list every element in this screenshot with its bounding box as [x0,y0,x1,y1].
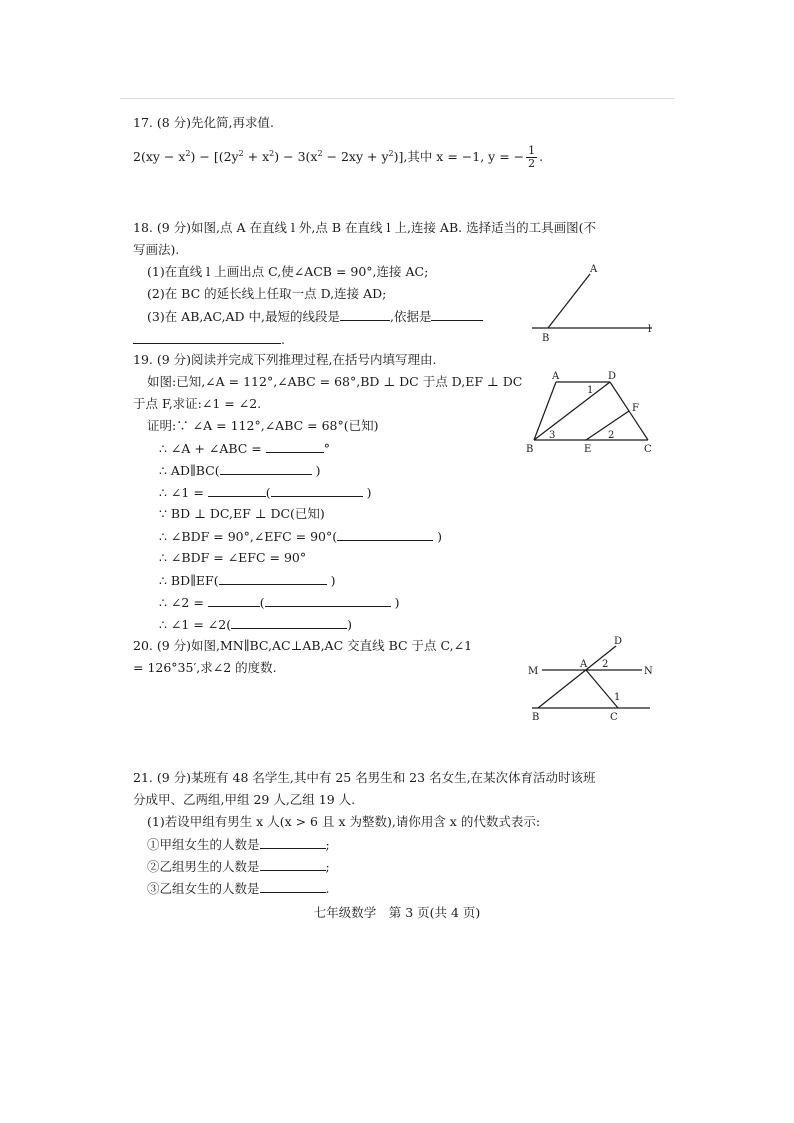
label-d: D [608,371,617,382]
q19-given1: 如图:已知,∠A = 112°,∠ABC = 68°,BD ⊥ DC 于点 D,EF ⊥ DC [147,374,523,389]
proof-line-7: ∴ ∠BDF = ∠EFC = 90° [159,550,307,565]
q17-title: 17. (8 分)先化简,再求值. [133,115,274,130]
angle-1-label: 1 [614,692,621,703]
label-e: E [584,444,592,455]
proof-line-8: ∴ BD∥EF( ) [159,573,336,588]
angle-2-label: 2 [608,430,615,441]
q18-figure [528,262,658,344]
proof-line-6: ∴ ∠BDF = 90°,∠EFC = 90°( ) [159,529,442,544]
answer-blank[interactable] [220,462,312,475]
q18-item3: (3)在 AB,AC,AD 中,最短的线段是 ,依据是 [147,308,483,325]
answer-blank[interactable] [133,331,281,344]
answer-blank[interactable] [260,858,326,871]
q18-line1: 18. (9 分)如图,点 A 在直线 l 外,点 B 在直线 l 上,连接 AB. 选择适当的工具画图(不 [133,220,596,235]
angle-3-label: 3 [549,430,556,441]
header-rule [120,98,675,99]
q21-line3: (1)若设甲组有男生 x 人(x > 6 且 x 为整数),请你用含 x 的代数式表示: [147,814,541,829]
q20-line2: = 126°35′,求∠2 的度数. [133,660,277,675]
answer-blank[interactable] [208,484,266,497]
label-b: B [542,333,550,344]
q19-figure [524,370,659,458]
q20-line1: 20. (9 分)如图,MN∥BC,AC⊥AB,AC 交直线 BC 于点 C,∠1 [133,638,473,653]
proof-line-10: ∴ ∠1 = ∠2( ) [159,617,352,632]
label-f: F [632,403,639,414]
answer-blank[interactable] [260,836,326,849]
q21-item3: ③乙组女生的人数是 . [147,881,330,896]
label-a: A [590,264,598,275]
q19-given2: 于点 F,求证:∠1 = ∠2. [133,396,262,411]
q18-item1: (1)在直线 l 上画出点 C,使∠ACB = 90°,连接 AC; [147,264,429,279]
answer-blank[interactable] [431,308,483,321]
label-n: N [644,666,653,677]
label-d: D [614,636,623,647]
q21-item2: ②乙组男生的人数是 ; [147,859,330,874]
proof-line-3: ∴ AD∥BC( ) [159,463,321,478]
answer-blank[interactable] [231,616,347,629]
answer-blank[interactable] [340,308,390,321]
answer-blank[interactable] [208,594,260,607]
q18-item3-continued: . [133,331,285,348]
answer-blank[interactable] [271,484,363,497]
q20-figure [524,636,659,722]
segment-ab [548,274,590,328]
label-a: A [580,659,588,670]
proof-line-2: ∴ ∠A + ∠ABC = ° [159,441,331,456]
answer-blank[interactable] [219,572,327,585]
q19-title: 19. (9 分)阅读并完成下列推理过程,在括号内填写理由. [133,352,437,367]
q21-item1: ①甲组女生的人数是 ; [147,837,330,852]
q21-line1: 21. (9 分)某班有 48 名学生,其中有 25 名男生和 23 名女生,在某次体育活动时该班 [133,770,596,785]
answer-blank[interactable] [260,880,326,893]
page-footer: 七年级数学 第 3 页(共 4 页) [313,905,481,920]
label-c: C [610,712,618,723]
label-m: M [528,666,539,677]
q18-line2: 写画法). [133,242,180,257]
label-c: C [644,444,652,455]
angle-2-label: 2 [602,659,609,670]
label-a: A [552,371,560,382]
answer-blank[interactable] [266,440,324,453]
line-bd [538,646,616,708]
q17-expression: $2(xy - x^2) - [(2y^2 + x^2) - 3(x^2 - 2xy + y^2)]$,其中 x = −1, y = − $\frac{1}{2}$ . [133,144,544,170]
answer-blank[interactable] [265,594,391,607]
answer-blank[interactable] [337,528,433,541]
label-l: l [648,324,652,335]
label-b: B [526,444,534,455]
proof-line-5: ∵ BD ⊥ DC,EF ⊥ DC(已知) [159,506,325,521]
proof-line-9: ∴ ∠2 = ( ) [159,595,400,610]
proof-line-4: ∴ ∠1 = ( ) [159,485,372,500]
q18-item2: (2)在 BC 的延长线上任取一点 D,连接 AD; [147,286,387,301]
fraction-one-half: $\frac{1}{2}$ [528,144,536,170]
proof-line-1: 证明:∵ ∠A = 112°,∠ABC = 68°(已知) [147,418,379,433]
angle-1-label: 1 [587,385,594,396]
label-b: B [532,712,540,723]
q21-line2: 分成甲、乙两组,甲组 29 人,乙组 19 人. [133,792,356,807]
